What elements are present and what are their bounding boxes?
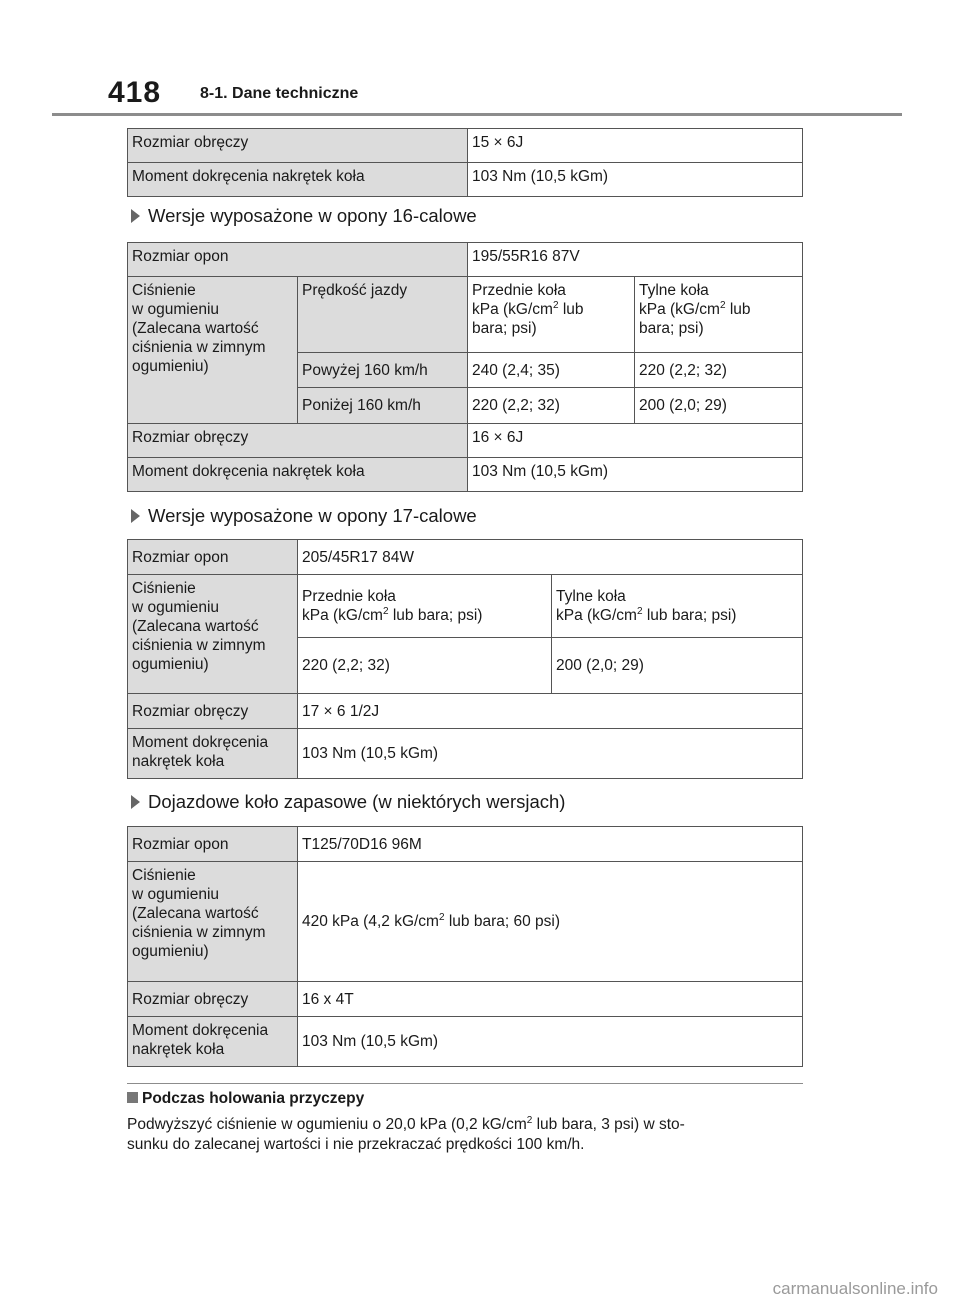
- speed-above-label: Powyżej 160 km/h: [298, 353, 468, 388]
- tire-size-label: Rozmiar opon: [128, 243, 468, 277]
- table-spare: [127, 826, 803, 1067]
- section-17in-heading: [131, 505, 477, 527]
- rear-header: Tylne koła kPa ($kG/cm^2$ lub bara; psi): [552, 575, 803, 638]
- torque-label: Moment dokręcenia nakrętek koła: [128, 729, 298, 779]
- watermark: carmanualsonline.info: [772, 1279, 938, 1298]
- section-16in-heading: [131, 205, 477, 227]
- note-heading: [127, 1090, 364, 1108]
- above-front-value: 240 (2,4; 35): [468, 353, 635, 388]
- rim-size-value: 15 × 6J: [468, 129, 803, 163]
- tire-size-label: Rozmiar opon: [128, 827, 298, 862]
- torque-label: Moment dokręcenia nakrętek koła: [128, 163, 468, 197]
- tire-size-value: 205/45R17 84W: [298, 540, 803, 575]
- torque-label: Moment dokręcenia nakrętek koła: [128, 458, 468, 492]
- arrow-icon: [131, 509, 140, 523]
- pressure-label: Ciśnienie w ogumieniu (Zalecana wartość ciśnienia w zimnym ogumieniu): [128, 277, 298, 424]
- torque-label: Moment dokręcenia nakrętek koła: [128, 1017, 298, 1067]
- tire-size-label: Rozmiar opon: [128, 540, 298, 575]
- rim-size-value: 16 x 4T: [298, 982, 803, 1017]
- below-rear-value: 200 (2,0; 29): [635, 388, 803, 424]
- rim-size-label: Rozmiar obręczy: [128, 424, 468, 458]
- rim-size-label: Rozmiar obręczy: [128, 694, 298, 729]
- chapter-title: 8-1. Dane techniczne: [200, 85, 359, 102]
- pressure-label: Ciśnienie w ogumieniu (Zalecana wartość ciśnienia w zimnym ogumieniu): [128, 575, 298, 694]
- page-header: [108, 76, 908, 116]
- section-17in-title: Wersje wyposażone w opony 17-calowe: [148, 505, 477, 526]
- arrow-icon: [131, 795, 140, 809]
- section-16in-title: Wersje wyposażone w opony 16-calowe: [148, 205, 477, 226]
- rim-size-label: Rozmiar obręczy: [128, 982, 298, 1017]
- torque-value: 103 Nm (10,5 kGm): [298, 1017, 803, 1067]
- arrow-icon: [131, 209, 140, 223]
- rear-header: Tylne koła kPa ($kG/cm^2$ lub bara; psi): [635, 277, 803, 353]
- torque-value: 103 Nm (10,5 kGm): [468, 458, 803, 492]
- tire-size-value: T125/70D16 96M: [298, 827, 803, 862]
- note-rule: [127, 1083, 803, 1084]
- section-spare-heading: [131, 791, 565, 813]
- note-title: Podczas holowania przyczepy: [142, 1090, 365, 1107]
- rim-size-value: 16 × 6J: [468, 424, 803, 458]
- above-rear-value: 220 (2,2; 32): [635, 353, 803, 388]
- pressure-value: 420 kPa (4,2 $kG/cm^2$ lub bara; 60 psi): [298, 862, 803, 982]
- square-bullet-icon: [127, 1092, 138, 1103]
- torque-value: 103 Nm (10,5 kGm): [298, 729, 803, 779]
- front-header: Przednie koła kPa ($kG/cm^2$ lub bara; psi): [298, 575, 552, 638]
- speed-below-label: Poniżej 160 km/h: [298, 388, 468, 424]
- rim-size-value: 17 × 6 1/2J: [298, 694, 803, 729]
- header-rule: [52, 113, 902, 116]
- torque-value: 103 Nm (10,5 kGm): [468, 163, 803, 197]
- section-spare-title: Dojazdowe koło zapasowe (w niektórych wersjach): [148, 791, 566, 812]
- note-body: Podwyższyć ciśnienie w ogumieniu o 20,0 kPa (0,2 $kG/cm^2$ lub bara, 3 psi) w sto- sunku do zalecanej wartości i nie przekraczać prędkości 100 km/h.: [127, 1114, 685, 1153]
- table-17in: [127, 539, 803, 779]
- page-number: 418: [108, 76, 162, 109]
- front-pressure-value: 220 (2,2; 32): [298, 638, 552, 694]
- rim-size-label: Rozmiar obręczy: [128, 129, 468, 163]
- rear-pressure-value: 200 (2,0; 29): [552, 638, 803, 694]
- table-15in-wheel: [127, 128, 803, 197]
- table-16in: [127, 242, 803, 492]
- front-header: Przednie koła kPa ($kG/cm^2$ lub bara; psi): [468, 277, 635, 353]
- tire-size-value: 195/55R16 87V: [468, 243, 803, 277]
- pressure-label: Ciśnienie w ogumieniu (Zalecana wartość ciśnienia w zimnym ogumieniu): [128, 862, 298, 982]
- speed-label: Prędkość jazdy: [298, 277, 468, 353]
- below-front-value: 220 (2,2; 32): [468, 388, 635, 424]
